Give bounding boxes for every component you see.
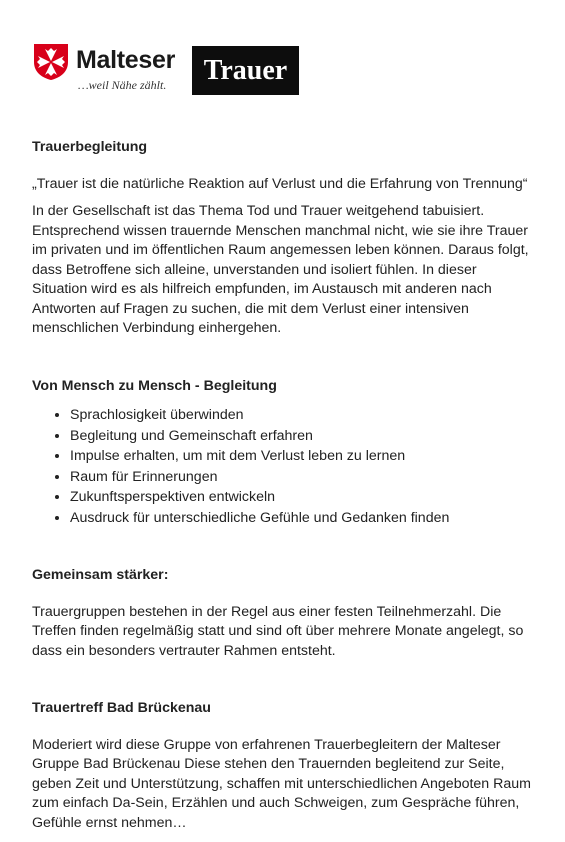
malteser-trauer-logo bbox=[34, 44, 304, 98]
brand-name: Malteser bbox=[76, 46, 176, 74]
list-item: • Zukunftsperspektiven entwickeln bbox=[70, 487, 532, 508]
list-item: • Impulse erhalten, um mit dem Verlust leben zu lernen bbox=[70, 446, 532, 467]
list-item: • Raum für Erinnerungen bbox=[70, 467, 532, 488]
intro-quote: „Trauer ist die natürliche Reaktion auf Verlust und die Erfahrung von Trennung“ bbox=[32, 175, 528, 192]
trauertreff-paragraph: Moderiert wird diese Gruppe von erfahrenen Trauerbegleitern der Malteser Gruppe Bad Brückenau Diese stehen den Trauernden begleitend zur Seite, geben Zeit und Unterstützung, schaffen mit unterschiedlichen Angeboten Raum zum einfach Da-Sein, Erzählen und auch Schweigen, zum Gespräche führen, Gefühle ernst nehmen… bbox=[32, 736, 531, 831]
brand-slogan: …weil Nähe zählt. bbox=[78, 78, 167, 92]
section-heading-trauertreff: Trauertreff Bad Brückenau bbox=[32, 700, 211, 716]
trauer-label-box: Trauer bbox=[192, 46, 299, 95]
maltese-cross-icon bbox=[34, 44, 68, 80]
benefits-list bbox=[32, 405, 532, 528]
section-heading-begleitung: Von Mensch zu Mensch - Begleitung bbox=[32, 377, 277, 394]
intro-paragraph: In der Gesellschaft ist das Thema Tod und Trauer weitgehend tabuisiert. Entsprechend wissen trauernde Menschen manchmal nicht, wie sie ihre Trauer im privaten und im öffentlichen Raum angemessen leben können. Daraus folgt, dass Betroffene sich alleine, unverstanden und isoliert fühlen. In dieser Situation wird es als hilfreich empfunden, im Austausch mit anderen nach Antworten auf Fragen zu suchen, die mit dem Verlust einer intensiven menschlichen Verbindung einhergehen. bbox=[32, 203, 529, 336]
document-content bbox=[32, 138, 532, 833]
section-heading-trauerbegleitung: Trauerbegleitung bbox=[32, 139, 148, 155]
gemeinsam-paragraph: Trauergruppen bestehen in der Regel aus einer festen Teilnehmerzahl. Die Treffen finden regelmäßig statt und sind oft über mehrere Monate angelegt, so dass ein besonders vertrauter Rahmen entsteht. bbox=[32, 603, 524, 659]
list-item: • Sprachlosigkeit überwinden bbox=[70, 405, 532, 426]
list-item: • Ausdruck für unterschiedliche Gefühle und Gedanken finden bbox=[70, 508, 532, 529]
list-item: • Begleitung und Gemeinschaft erfahren bbox=[70, 426, 532, 447]
section-heading-gemeinsam: Gemeinsam stärker: bbox=[32, 567, 169, 583]
